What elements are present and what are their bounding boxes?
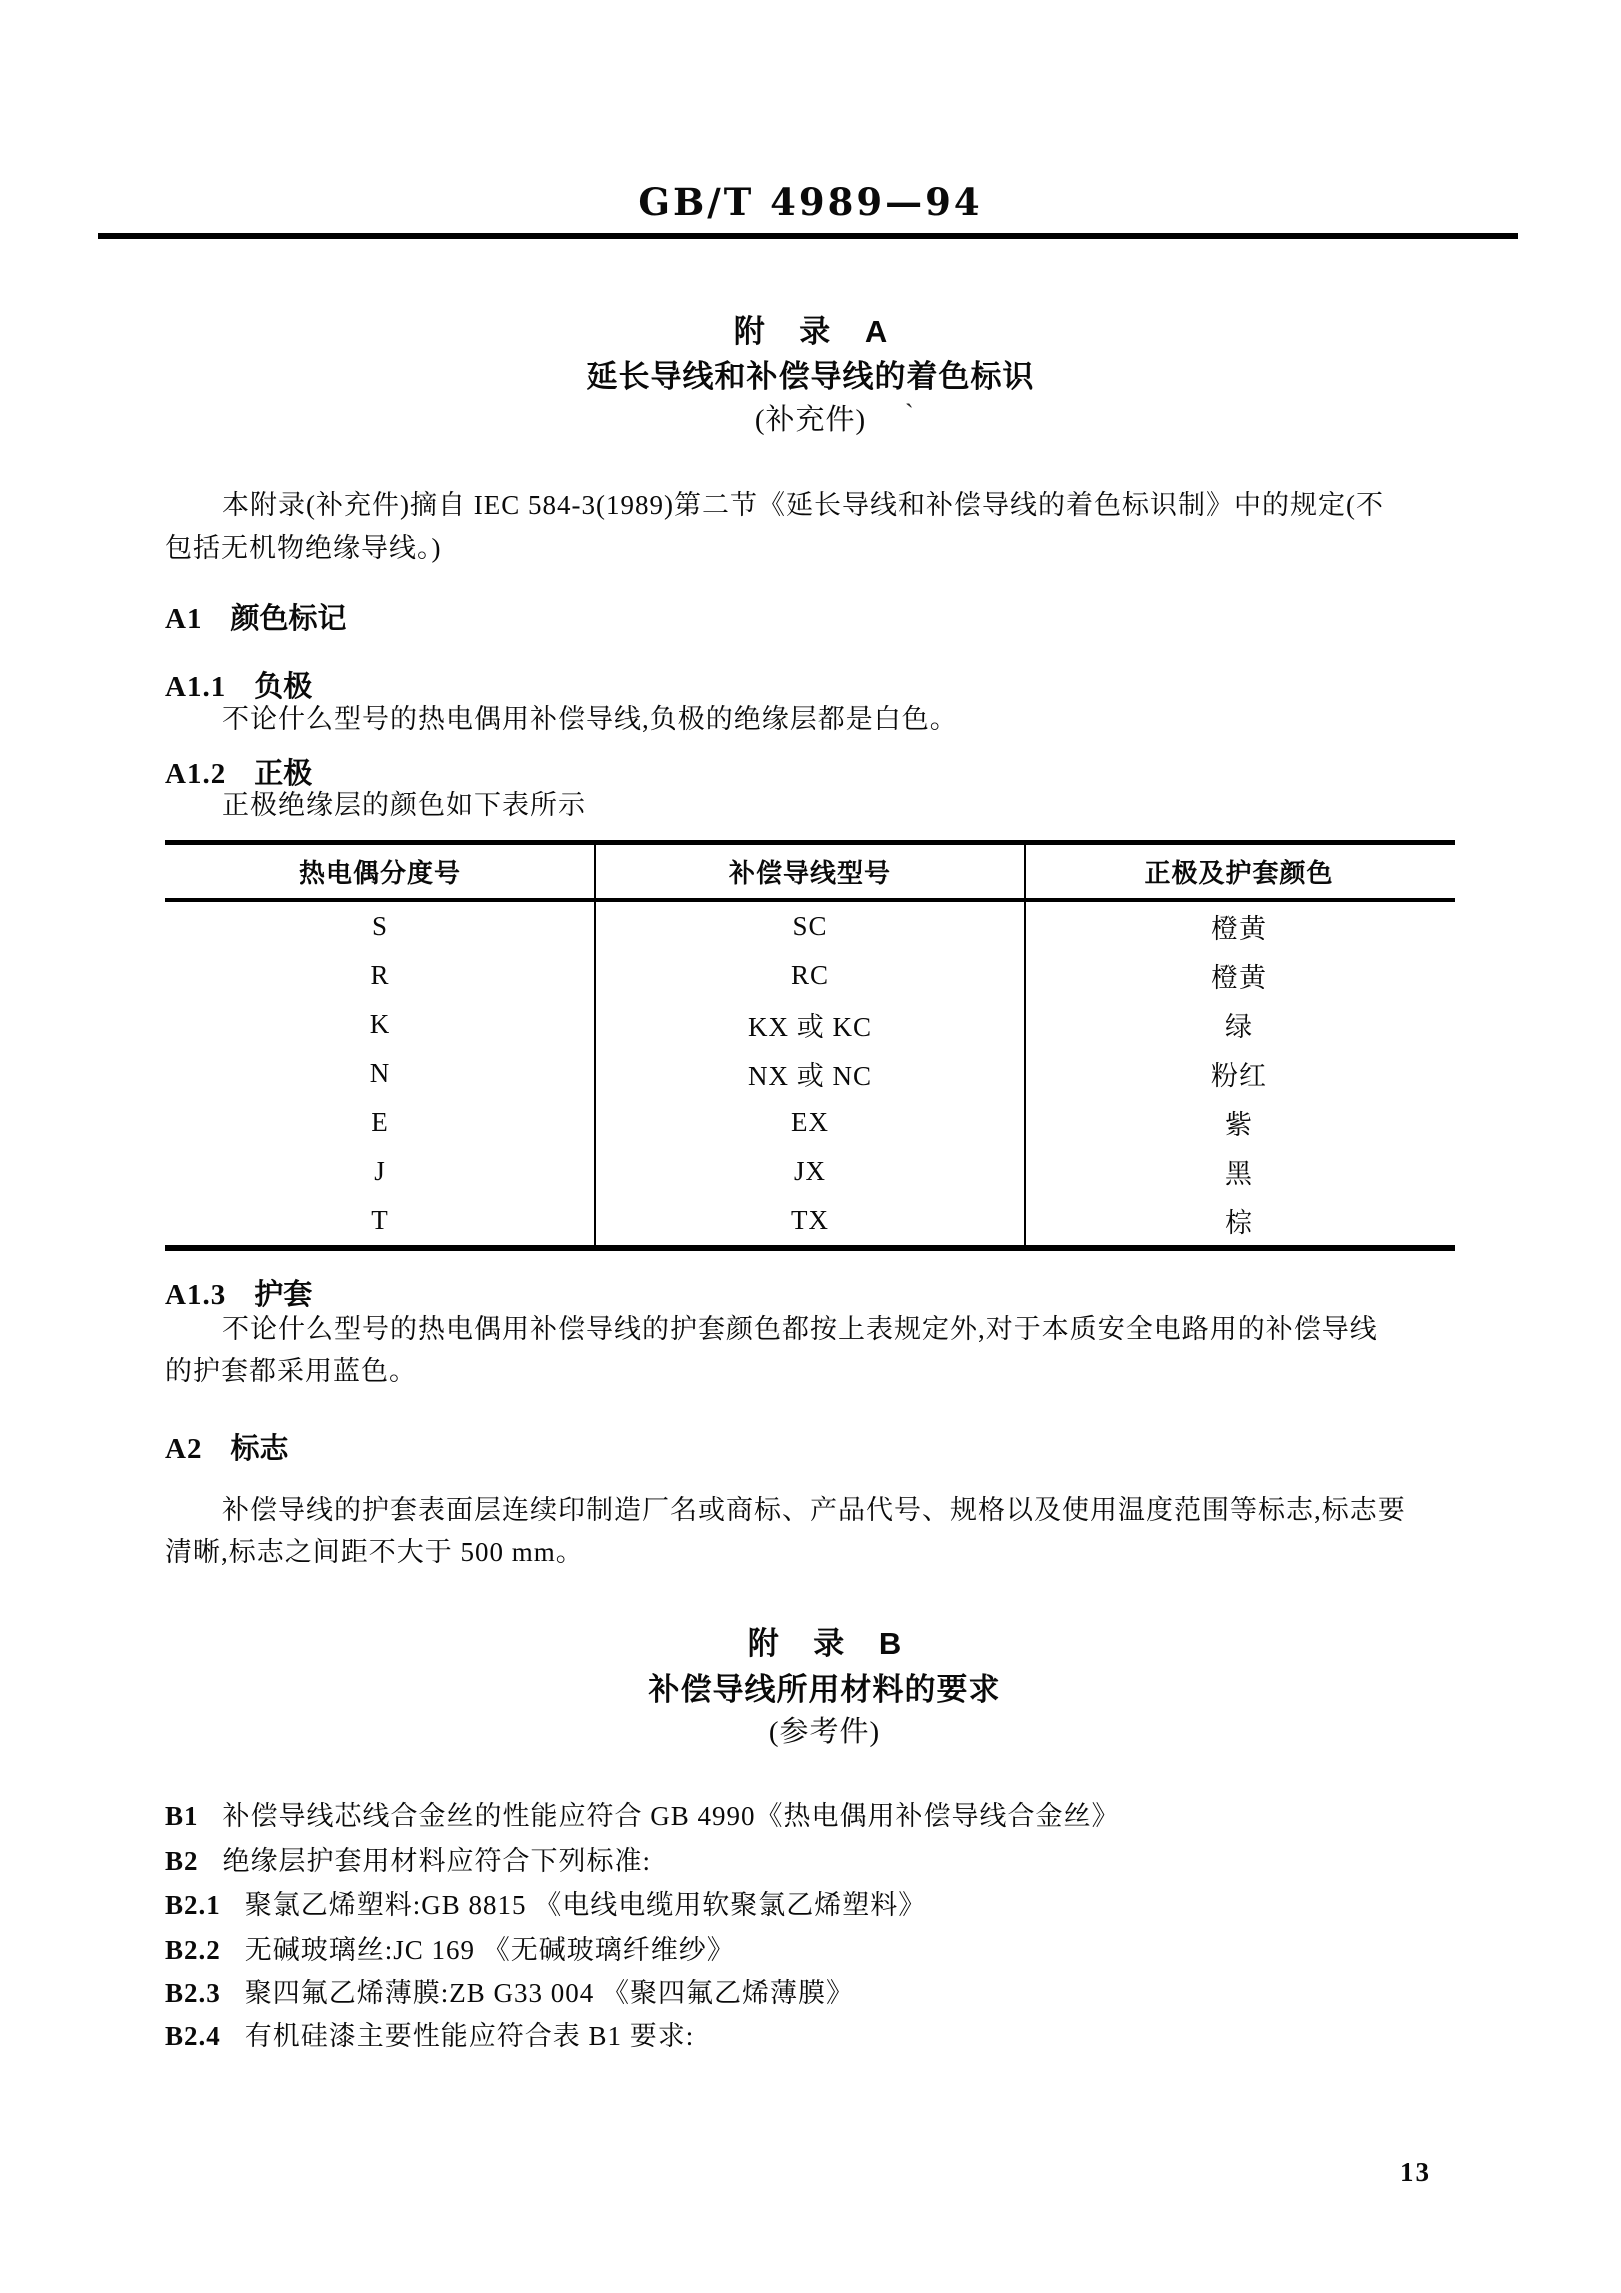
table-row	[165, 1049, 1455, 1098]
appendix-a-type-label: (补充件)	[754, 404, 867, 436]
table-row	[165, 1098, 1455, 1147]
section-a2-number: A2	[165, 1433, 203, 1465]
section-a1-3-number: A1.3	[165, 1279, 227, 1311]
section-a1-title: 颜色标记	[230, 603, 347, 635]
section-a1-1-heading	[165, 664, 312, 705]
section-a2-heading	[165, 1426, 288, 1467]
appendix-a-title: 附 录 A	[733, 314, 888, 349]
a1-3-body-line-1: 不论什么型号的热电偶用补偿导线的护套颜色都按上表规定外,对于本质安全电路用的补偿导线	[222, 1314, 1378, 1344]
color-table-header-row	[165, 845, 1455, 902]
section-a1-2-number: A1.2	[165, 758, 227, 790]
b-item-text: 绝缘层护套用材料应符合下列标准:	[222, 1846, 652, 1876]
table-cell: 橙黄	[1211, 914, 1267, 944]
color-table	[165, 840, 1455, 1251]
table-row	[165, 1147, 1455, 1196]
table-divider-2	[1024, 845, 1026, 1245]
b-item-b2-1	[165, 1883, 926, 1922]
table-row	[165, 1000, 1455, 1049]
table-cell: J	[374, 1156, 386, 1186]
table-cell: S	[371, 911, 389, 941]
b-item-number: B2.3	[165, 1978, 221, 2008]
b-item-b2	[165, 1839, 651, 1878]
section-a1-3-heading	[165, 1272, 312, 1313]
table-cell: SC	[792, 911, 828, 941]
a2-body-line-1: 补偿导线的护套表面层连续印制造厂名或商标、产品代号、规格以及使用温度范围等标志,标志要	[222, 1495, 1406, 1525]
a1-3-body-line-2: 的护套都采用蓝色。	[165, 1356, 417, 1386]
b-item-number: B2.1	[165, 1890, 221, 1920]
table-row	[165, 1196, 1455, 1245]
table-cell: NX 或 NC	[747, 1061, 872, 1091]
column-header-wire-model: 补偿导线型号	[728, 858, 891, 888]
section-a1-number: A1	[165, 603, 203, 635]
appendix-b-type-label: (参考件)	[768, 1716, 881, 1748]
doc-number: GB/T 4989—94	[638, 180, 983, 224]
b-item-b2-2	[165, 1928, 735, 1967]
page-number: 13	[1400, 2157, 1431, 2187]
section-a1-1-number: A1.1	[165, 671, 227, 703]
table-cell: 棕	[1225, 1208, 1253, 1238]
table-row	[165, 902, 1455, 951]
scan-stray-mark: `	[905, 399, 914, 428]
table-cell: EX	[791, 1107, 829, 1137]
intro-line-1: 本附录(补充件)摘自 IEC 584-3(1989)第二节《延长导线和补偿导线的着色标识制》中的规定(不	[222, 490, 1384, 520]
header-rule	[98, 233, 1518, 239]
table-cell: JX	[793, 1156, 826, 1186]
a1-1-body: 不论什么型号的热电偶用补偿导线,负极的绝缘层都是白色。	[222, 704, 958, 734]
table-cell: RC	[790, 960, 830, 990]
appendix-b-title: 附 录 B	[747, 1626, 902, 1661]
section-a1-3-title: 护套	[254, 1279, 313, 1311]
table-row	[165, 951, 1455, 1000]
b-item-text: 补偿导线芯线合金丝的性能应符合 GB 4990《热电偶用补偿导线合金丝》	[222, 1801, 1120, 1831]
table-cell: TX	[791, 1205, 829, 1235]
b-item-number: B2.2	[165, 1935, 221, 1965]
table-cell: K	[369, 1009, 391, 1039]
a1-2-body: 正极绝缘层的颜色如下表所示	[222, 790, 586, 820]
b-item-number: B2.4	[165, 2021, 221, 2051]
column-header-positive-sheath-color: 正极及护套颜色	[1144, 858, 1334, 888]
intro-line-2: 包括无机物绝缘导线。)	[165, 533, 442, 563]
table-cell: 橙黄	[1211, 963, 1267, 993]
b-item-text: 聚四氟乙烯薄膜:ZB G33 004 《聚四氟乙烯薄膜》	[244, 1978, 855, 2008]
b-item-number: B1	[165, 1801, 199, 1831]
column-header-thermocouple-type: 热电偶分度号	[298, 858, 461, 888]
table-cell: E	[371, 1107, 389, 1137]
a2-body-line-2: 清晰,标志之间距不大于 500 mm。	[165, 1537, 584, 1567]
table-cell: N	[369, 1058, 391, 1088]
table-cell: 紫	[1225, 1110, 1253, 1140]
b-item-text: 聚氯乙烯塑料:GB 8815 《电线电缆用软聚氯乙烯塑料》	[244, 1890, 927, 1920]
b-item-number: B2	[165, 1846, 199, 1876]
b-item-text: 无碱玻璃丝:JC 169 《无碱玻璃纤维纱》	[244, 1935, 735, 1965]
table-divider-1	[594, 845, 596, 1245]
appendix-b-subtitle: 补偿导线所用材料的要求	[648, 1672, 1001, 1707]
appendix-a-subtitle: 延长导线和补偿导线的着色标识	[586, 359, 1035, 394]
section-a1-heading	[165, 596, 346, 637]
table-cell: R	[370, 960, 390, 990]
b-item-b1	[165, 1794, 1120, 1833]
table-cell: 绿	[1225, 1012, 1253, 1042]
section-a2-title: 标志	[230, 1433, 289, 1465]
section-a1-2-title: 正极	[254, 758, 313, 790]
b-item-b2-3	[165, 1971, 854, 2010]
section-a1-2-heading	[165, 751, 312, 792]
table-cell: 黑	[1225, 1159, 1253, 1189]
section-a1-1-title: 负极	[254, 671, 313, 703]
table-cell: 粉红	[1211, 1061, 1267, 1091]
table-cell: KX 或 KC	[747, 1012, 872, 1042]
table-cell: T	[371, 1205, 389, 1235]
b-item-text: 有机硅漆主要性能应符合表 B1 要求:	[244, 2021, 695, 2051]
b-item-b2-4	[165, 2014, 694, 2053]
